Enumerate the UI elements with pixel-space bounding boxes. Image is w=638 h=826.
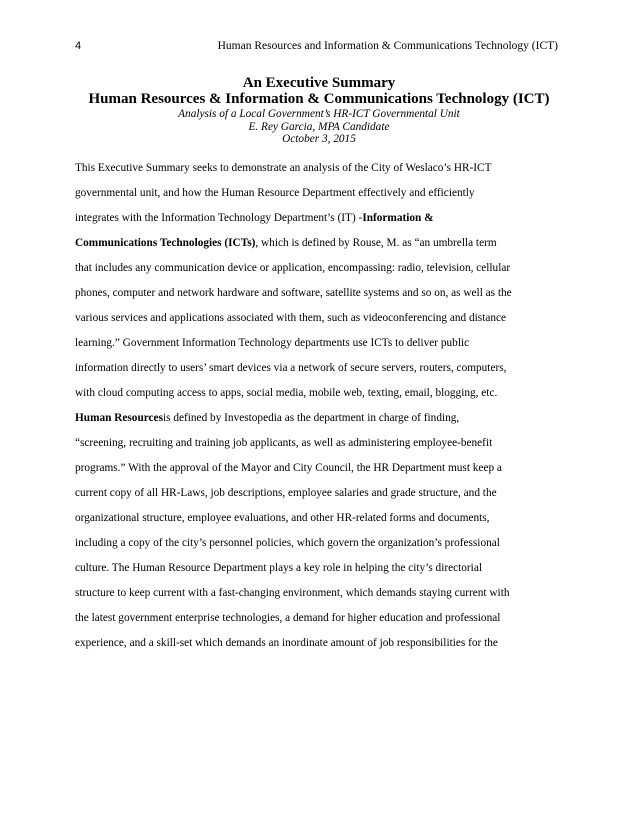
body-text <box>75 156 573 656</box>
text-line: with cloud computing access to apps, social media, mobile web, texting, email, blogging, etc. <box>75 387 498 399</box>
document-title: An Executive Summary <box>242 75 396 91</box>
page-number: 4 <box>75 40 82 52</box>
text-line: structure to keep current with a fast-changing environment, which demands staying current with <box>75 587 510 599</box>
bold-term: Human Resources <box>75 412 163 424</box>
running-title: Human Resources and Information & Communications Technology (ICT) <box>217 40 558 52</box>
text-line: Communications Technologies (ICTs) , which is defined by Rouse, M. as “an umbrella term <box>75 231 573 256</box>
bold-term: Communications Technologies (ICTs) <box>75 237 256 249</box>
document-subtitle: Analysis of a Local Government’s HR-ICT Governmental Unit <box>178 108 460 120</box>
running-header <box>75 40 558 52</box>
text-line: the latest government enterprise technologies, a demand for higher education and professional <box>75 612 501 624</box>
text-line: Human Resources is defined by Investopedia as the department in charge of finding, <box>75 406 573 431</box>
text-line: organizational structure, employee evaluations, and other HR-related forms and documents, <box>75 512 490 524</box>
document-subject: Human Resources & Information & Communications Technology (ICT) <box>88 91 550 107</box>
text-line: integrates with the Information Technology Department’s (IT) - Information & <box>75 206 573 231</box>
text-line: “screening, recruiting and training job applicants, as well as administering employee-benefit <box>75 437 493 449</box>
text-line: governmental unit, and how the Human Resource Department effectively and efficiently <box>75 187 475 199</box>
text-line: that includes any communication device or application, encompassing: radio, television, cellular <box>75 262 511 274</box>
text-line: current copy of all HR-Laws, job descriptions, employee salaries and grade structure, and the <box>75 487 497 499</box>
text-line: experience, and a skill-set which demands an inordinate amount of job responsibilities for the <box>75 637 498 649</box>
text-line: information directly to users’ smart devices via a network of secure servers, routers, computers, <box>75 362 507 374</box>
bold-term: Information & <box>362 212 434 224</box>
title-block <box>0 75 638 146</box>
text-line: programs.” With the approval of the Mayor and City Council, the HR Department must keep a <box>75 462 502 474</box>
text-line: This Executive Summary seeks to demonstrate an analysis of the City of Weslaco’s HR-ICT <box>75 162 492 174</box>
text-line: phones, computer and network hardware and software, satellite systems and so on, as well as the <box>75 287 512 299</box>
document-author: E. Rey Garcia, MPA Candidate <box>248 120 390 133</box>
text-line: culture. The Human Resource Department plays a key role in helping the city’s directorial <box>75 562 482 574</box>
text-line: learning.” Government Information Technology departments use ICTs to deliver public <box>75 337 470 349</box>
text-line: various services and applications associated with them, such as videoconferencing and distance <box>75 312 507 324</box>
text-line: including a copy of the city’s personnel policies, which govern the organization’s professional <box>75 537 500 549</box>
document-date: October 3, 2015 <box>282 133 356 145</box>
